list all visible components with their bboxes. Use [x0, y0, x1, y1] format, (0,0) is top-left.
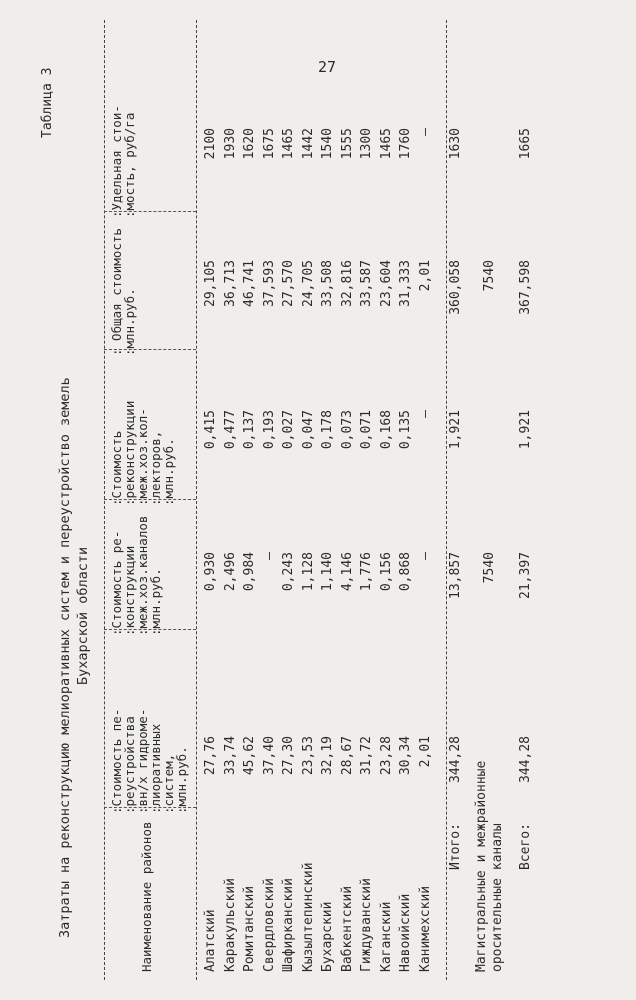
table-cell: –: [261, 552, 277, 560]
table-cell: 1,140: [320, 552, 335, 592]
table-cell: 0,984: [242, 552, 257, 592]
district-name: Алатский: [203, 909, 218, 972]
grand-total-c2: 21,397: [518, 552, 533, 599]
total-c2: 13,857: [448, 552, 463, 599]
header-bottom-rule: [196, 20, 197, 980]
district-name: Бухарский: [320, 901, 335, 972]
grand-total-label: Всего:: [518, 823, 533, 870]
table-cell: 23,53: [300, 736, 316, 776]
header-top-rule: [104, 20, 105, 980]
table-cell: 0,047: [300, 410, 316, 450]
table-cell: 31,333: [398, 260, 413, 307]
table-cell: 46,741: [242, 260, 257, 307]
header-col5: :Удельная стои- :мость, руб/га: [109, 105, 137, 218]
table-cell: 1675: [261, 128, 277, 160]
table-cell: 1540: [320, 128, 335, 160]
page-number: 27: [318, 58, 337, 76]
total-c1: 344,28: [448, 736, 463, 783]
grand-total-c1: 344,28: [518, 736, 533, 783]
canals-label-2: оросительные каналы: [490, 823, 505, 972]
table-cell: 28,67: [339, 736, 355, 776]
table-cell: 0,193: [261, 410, 277, 450]
table-cell: 0,178: [320, 410, 335, 450]
table-cell: 37,40: [261, 736, 277, 776]
district-name: Канимехский: [417, 885, 433, 972]
district-name: Шафирканский: [281, 878, 296, 972]
grand-total-c4: 367,598: [518, 260, 533, 315]
total-c4: 360,058: [448, 260, 463, 315]
canals-label-1: Магистральные и межрайонные: [474, 760, 489, 972]
header-col1: :Стоимость пе- :реустройства :вн/х гидроме- :лиоративных :систем, :млн.руб.: [109, 708, 189, 814]
header-col3: :Стоимость :реконструкции :меж.хоз.кол- :лекторов, :млн.руб.: [109, 400, 176, 506]
table-cell: 36,713: [222, 260, 238, 307]
table-cell: 1442: [300, 128, 316, 160]
table-cell: 0,477: [222, 410, 238, 450]
grand-total-c5: 1665: [518, 128, 533, 160]
table-cell: 1620: [242, 128, 257, 160]
district-name: Свердловский: [261, 878, 277, 972]
header-col4: : Общая стоимость :млн.руб.: [109, 228, 137, 356]
table-cell: 2,496: [222, 552, 238, 592]
header-district: Наименование районов: [139, 821, 154, 972]
table-cell: 0,071: [359, 410, 374, 450]
district-name: Ромитанский: [242, 885, 257, 972]
table-cell: 0,168: [378, 410, 394, 450]
table-cell: 0,243: [281, 552, 296, 592]
table-cell: 0,073: [339, 410, 355, 450]
table-cell: –: [417, 552, 433, 560]
table-cell: 2,01: [417, 260, 433, 292]
table-cell: 0,137: [242, 410, 257, 450]
district-name: Каганский: [378, 901, 394, 972]
table-label: Таблица 3: [40, 67, 55, 138]
table-cell: 1930: [222, 128, 238, 160]
table-cell: 1,776: [359, 552, 374, 592]
table-cell: 27,76: [203, 736, 218, 776]
table-title: Затраты на реконструкцию мелиоративных систем и переустройство земель: [57, 377, 73, 938]
total-label: Итого:: [448, 823, 463, 870]
table-cell: 0,868: [398, 552, 413, 592]
total-rule: [446, 20, 447, 980]
table-cell: 4,146: [339, 552, 355, 592]
table-cell: 1465: [378, 128, 394, 160]
table-cell: –: [417, 410, 433, 418]
district-name: Каракульский: [222, 878, 238, 972]
table-cell: 1,128: [300, 552, 316, 592]
table-cell: 31,72: [359, 736, 374, 776]
table-cell: 1760: [398, 128, 413, 160]
table-cell: 32,816: [339, 260, 355, 307]
table-cell: 0,135: [398, 410, 413, 450]
table-cell: 30,34: [398, 736, 413, 776]
table-cell: 1300: [359, 128, 374, 160]
table-cell: 0,930: [203, 552, 218, 592]
table-cell: 2,01: [417, 736, 433, 768]
canals-c2: 7540: [482, 552, 497, 584]
table-cell: 1555: [339, 128, 355, 160]
table-cell: 23,28: [378, 736, 394, 776]
total-c5: 1630: [448, 128, 463, 160]
table-cell: 24,705: [300, 260, 316, 307]
table-cell: 27,570: [281, 260, 296, 307]
table-subtitle: Бухарской области: [75, 546, 91, 685]
table-cell: 27,30: [281, 736, 296, 776]
total-c3: 1,921: [448, 410, 463, 450]
table-cell: 45,62: [242, 736, 257, 776]
table-cell: 33,508: [320, 260, 335, 307]
table-cell: 33,587: [359, 260, 374, 307]
district-name: Кызылтепинский: [300, 862, 316, 972]
district-name: Вабкентский: [339, 885, 355, 972]
table-cell: 29,105: [203, 260, 218, 307]
table-cell: 0,415: [203, 410, 218, 450]
canals-c4: 7540: [482, 260, 497, 292]
table-cell: 0,156: [378, 552, 394, 592]
district-name: Гиждуванский: [359, 878, 374, 972]
table-cell: 32,19: [320, 736, 335, 776]
table-cell: 23,604: [378, 260, 394, 307]
district-name: Навоийский: [398, 893, 413, 972]
table-cell: 37,593: [261, 260, 277, 307]
header-col2: :Стоимость ре- :конструкции :меж.хоз.каналов :млн.руб.: [109, 515, 163, 636]
table-cell: 33,74: [222, 736, 238, 776]
table-cell: 2100: [203, 128, 218, 160]
table-cell: 1465: [281, 128, 296, 160]
table-cell: 0,027: [281, 410, 296, 450]
table-cell: –: [417, 128, 433, 136]
grand-total-c3: 1,921: [518, 410, 533, 450]
